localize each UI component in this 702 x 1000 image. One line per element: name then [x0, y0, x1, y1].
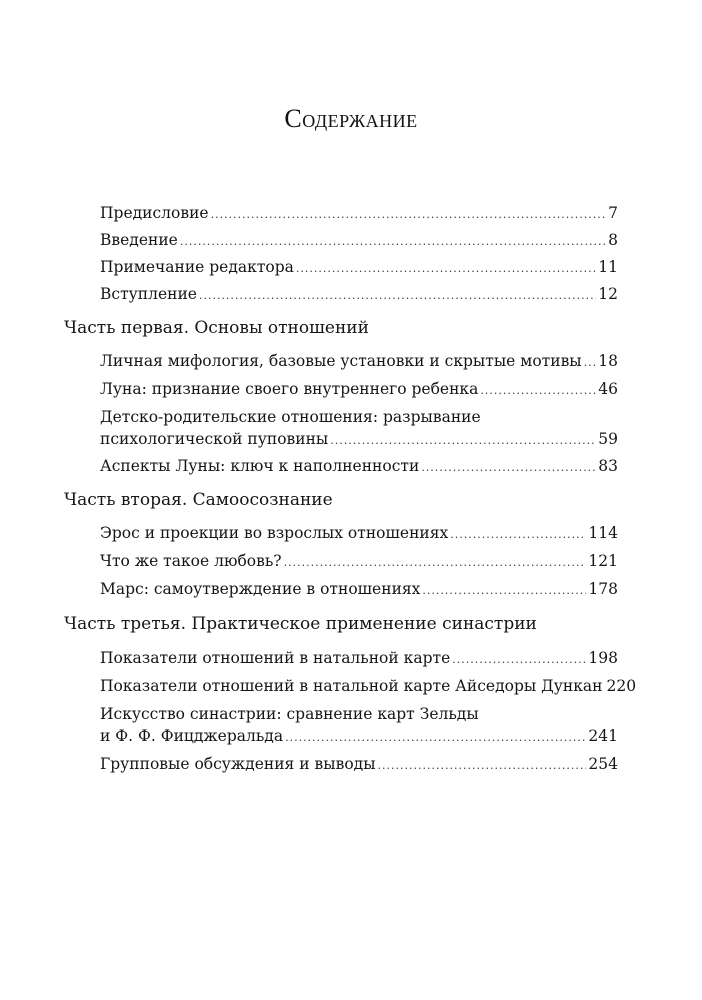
part-heading[interactable]: Часть первая. Основы отношений — [64, 318, 369, 338]
toc-entry[interactable] — [100, 202, 618, 224]
toc-entry[interactable] — [100, 753, 618, 775]
toc-entry[interactable] — [100, 703, 618, 747]
page-title: Содержание — [284, 104, 418, 133]
toc-entry-label-line1: Детско-родительские отношения: разрывание — [100, 408, 481, 426]
dot-leader — [296, 258, 596, 280]
dot-leader — [284, 552, 587, 574]
dot-leader — [421, 457, 596, 479]
toc-entry-page: 18 — [598, 352, 618, 370]
toc-entry-label: Введение — [100, 231, 178, 249]
toc-entry-label: Аспекты Луны: ключ к наполненности — [100, 457, 420, 475]
part-heading[interactable]: Часть вторая. Самоосознание — [64, 490, 333, 510]
toc-entry-page: 12 — [598, 285, 618, 303]
toc-entry-label-line1: Искусство синастрии: сравнение карт Зельды — [100, 705, 479, 723]
toc-entry[interactable] — [100, 350, 618, 372]
dot-leader — [480, 380, 596, 402]
toc-entry-label: психологической пуповины — [100, 430, 329, 448]
toc-entry-label: Предисловие — [100, 204, 209, 222]
toc-entry-page: 198 — [588, 649, 618, 667]
toc-entry-label: Групповые обсуждения и выводы — [100, 755, 376, 773]
toc-entry-label: и Ф. Ф. Фицджеральда — [100, 727, 284, 745]
toc-entry-label: Что же такое любовь? — [100, 552, 282, 570]
toc-entry[interactable] — [100, 229, 618, 251]
toc-entry-page: 11 — [598, 258, 618, 276]
toc-entry[interactable] — [100, 550, 618, 572]
toc-entry-page: 114 — [588, 524, 618, 542]
dot-leader — [199, 285, 596, 307]
toc-entry[interactable] — [100, 455, 618, 477]
dot-leader — [330, 430, 596, 452]
toc-entry-page: 254 — [588, 755, 618, 773]
dot-leader — [211, 204, 607, 226]
toc-entry-page: 83 — [598, 457, 618, 475]
dot-leader — [584, 352, 597, 374]
dot-leader — [285, 727, 586, 749]
toc-entry-label: Показатели отношений в натальной карте Айседоры Дункан — [100, 677, 603, 695]
toc-entry-label: Марс: самоутверждение в отношениях — [100, 580, 421, 598]
toc-entry-label: Эрос и проекции во взрослых отношениях — [100, 524, 449, 542]
toc-entry-page: 59 — [598, 430, 618, 448]
toc-entry-page: 121 — [588, 552, 618, 570]
dot-leader — [452, 649, 586, 671]
toc-entry-page: 7 — [608, 204, 618, 222]
toc-entry-page: 241 — [588, 727, 618, 745]
toc-entry[interactable] — [100, 522, 618, 544]
toc-entry-label: Вступление — [100, 285, 197, 303]
toc-entry[interactable] — [100, 406, 618, 450]
toc-entry[interactable] — [100, 578, 618, 600]
dot-leader — [450, 524, 586, 546]
toc-entry-label: Личная мифология, базовые установки и скрытые мотивы — [100, 352, 582, 370]
toc-entry-label: Показатели отношений в натальной карте — [100, 649, 451, 667]
toc-entry-page: 220 — [606, 677, 637, 695]
toc-entry[interactable] — [100, 675, 637, 697]
toc-entry[interactable] — [100, 647, 618, 669]
toc-entry-page: 178 — [588, 580, 618, 598]
toc-entry-page: 8 — [608, 231, 618, 249]
toc-entry[interactable] — [100, 378, 618, 400]
dot-leader — [180, 231, 606, 253]
toc-entry-label: Луна: признание своего внутреннего ребенка — [100, 380, 479, 398]
dot-leader — [378, 755, 587, 777]
part-heading[interactable]: Часть третья. Практическое применение синастрии — [64, 614, 537, 634]
toc-entry[interactable] — [100, 256, 618, 278]
dot-leader — [422, 580, 586, 602]
toc-entry[interactable] — [100, 283, 618, 305]
toc-entry-label: Примечание редактора — [100, 258, 294, 276]
toc-entry-page: 46 — [598, 380, 618, 398]
